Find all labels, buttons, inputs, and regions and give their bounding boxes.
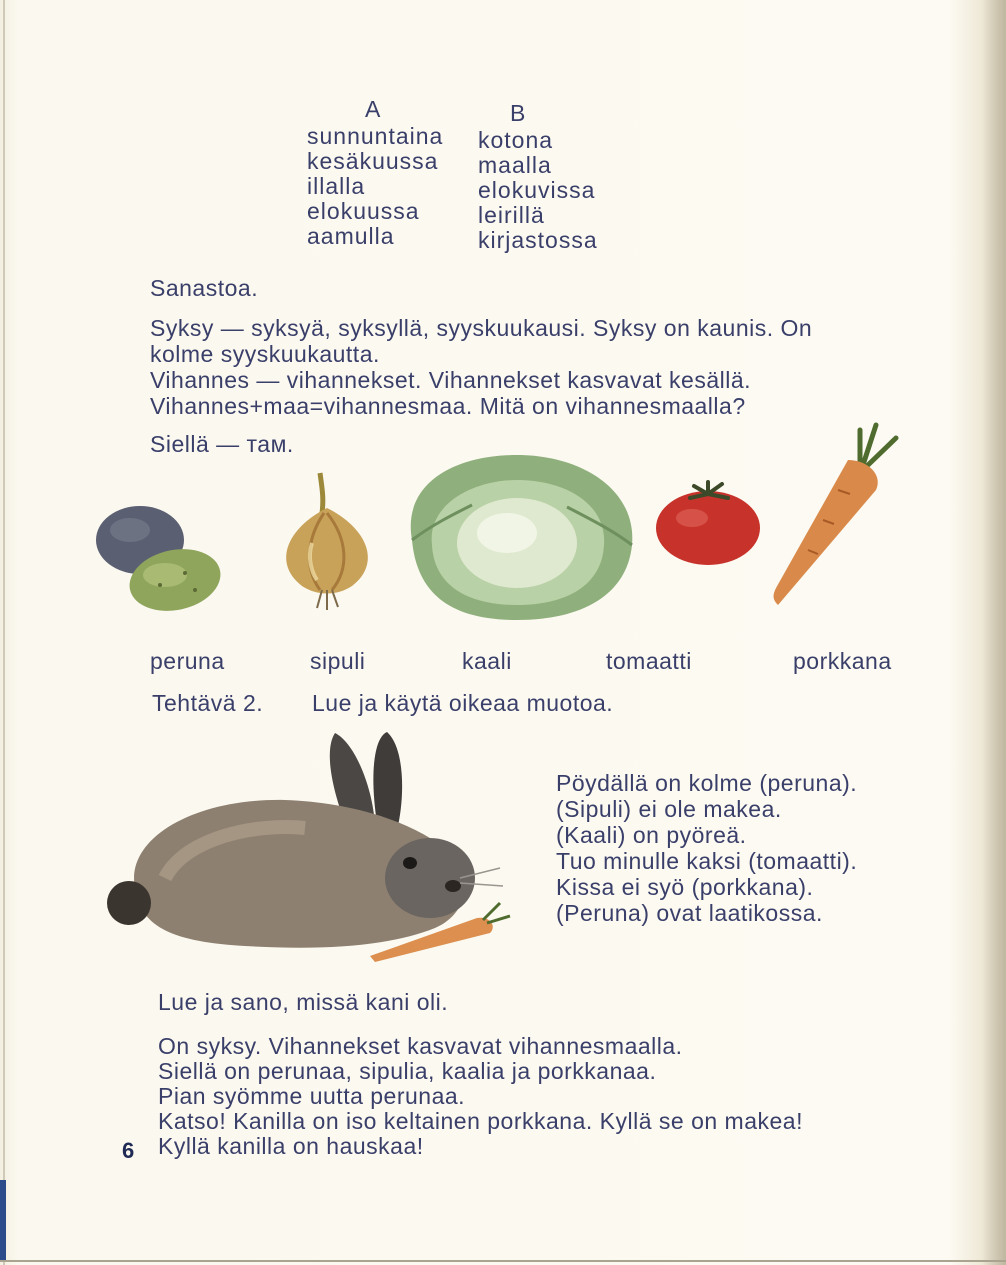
carrot-illustration bbox=[768, 420, 908, 610]
task-sentence: (Sipuli) ei ole makea. bbox=[556, 796, 782, 822]
task-sentence: (Peruna) ovat laatikossa. bbox=[556, 900, 823, 926]
onion-illustration bbox=[272, 468, 382, 613]
vocab-line: Vihannes+maa=vihannesmaa. Mitä on vihannesmaalla? bbox=[150, 393, 746, 419]
task-number: Tehtävä 2. bbox=[152, 690, 264, 716]
reading-line: Siellä on perunaa, sipulia, kaalia ja porkkanaa. bbox=[158, 1058, 657, 1084]
column-b-item: kirjastossa bbox=[478, 227, 598, 253]
reading-line: Katso! Kanilla on iso keltainen porkkana. Kyllä se on makea! bbox=[158, 1108, 803, 1134]
column-b-item: leirillä bbox=[478, 202, 545, 228]
task-sentence: (Kaali) on pyöreä. bbox=[556, 822, 747, 848]
cabbage-illustration bbox=[392, 445, 642, 625]
vegetable-label-porkkana: porkkana bbox=[793, 648, 892, 674]
column-a-item: illalla bbox=[307, 173, 366, 199]
vegetable-label-peruna: peruna bbox=[150, 648, 225, 674]
task-sentences bbox=[556, 770, 857, 926]
vocab-line: Syksy — syksyä, syksyllä, syyskuukausi. Syksy on kaunis. On bbox=[150, 315, 813, 341]
reading-line: On syksy. Vihannekset kasvavat vihannesmaalla. bbox=[158, 1033, 683, 1059]
column-b-item: kotona bbox=[478, 127, 554, 153]
rabbit-illustration bbox=[105, 728, 515, 973]
binding-shadow bbox=[982, 0, 1006, 1265]
vegetable-label-sipuli: sipuli bbox=[310, 648, 366, 674]
reading-line: Pian syömme uutta perunaa. bbox=[158, 1083, 466, 1109]
column-a-item: elokuussa bbox=[307, 198, 420, 224]
tomato-illustration bbox=[652, 478, 767, 568]
column-b-item: elokuvissa bbox=[478, 177, 596, 203]
vocab-line: kolme syyskuukautta. bbox=[150, 341, 380, 367]
vocab-siella: Siellä — там. bbox=[150, 431, 294, 457]
reading-line: Kyllä kanilla on hauskaa! bbox=[158, 1133, 424, 1159]
task-instruction: Lue ja käytä oikeaa muotoa. bbox=[312, 690, 614, 716]
column-a-list bbox=[307, 124, 443, 249]
page-number: 6 bbox=[122, 1138, 135, 1163]
column-b-header: B bbox=[510, 100, 526, 126]
page-edge bbox=[3, 0, 5, 1265]
spine-strip bbox=[0, 1180, 6, 1260]
column-b-list bbox=[478, 128, 598, 253]
potato-illustration bbox=[90, 495, 230, 620]
vegetable-label-kaali: kaali bbox=[462, 648, 512, 674]
task-sentence: Tuo minulle kaksi (tomaatti). bbox=[556, 848, 858, 874]
reading-heading: Lue ja sano, missä kani oli. bbox=[158, 989, 449, 1015]
vocab-heading: Sanastoa. bbox=[150, 275, 259, 301]
column-a-header: A bbox=[365, 96, 381, 122]
column-a-item: kesäkuussa bbox=[307, 148, 439, 174]
page-bottom-edge bbox=[0, 1260, 1006, 1262]
vegetable-label-tomaatti: tomaatti bbox=[606, 648, 692, 674]
task-sentence: Kissa ei syö (porkkana). bbox=[556, 874, 814, 900]
column-a-item: aamulla bbox=[307, 223, 395, 249]
column-b-item: maalla bbox=[478, 152, 552, 178]
vocab-line: Vihannes — vihannekset. Vihannekset kasvavat kesällä. bbox=[150, 367, 752, 393]
column-a-item: sunnuntaina bbox=[307, 123, 444, 149]
task-sentence: Pöydällä on kolme (peruna). bbox=[556, 770, 858, 796]
reading-text bbox=[158, 1034, 803, 1159]
